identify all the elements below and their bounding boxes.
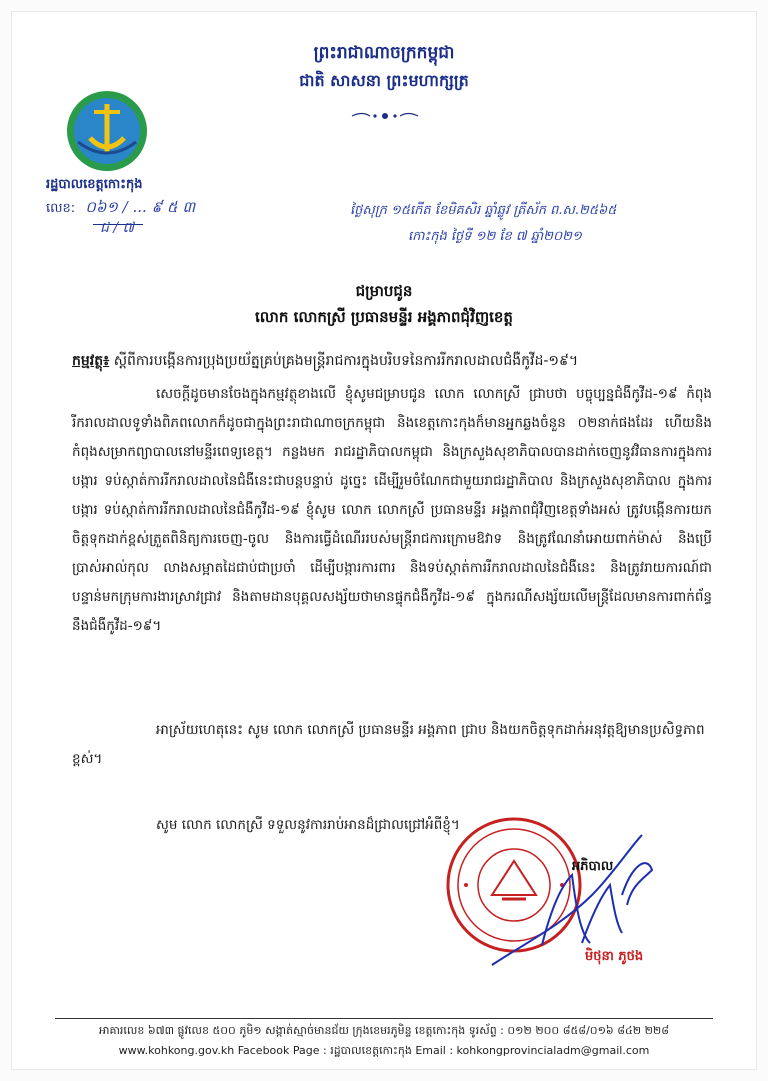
reference-label: លេខ: xyxy=(46,201,76,216)
body-paragraph-1 xyxy=(72,380,712,641)
kingdom-title: ព្រះរាជាណាចក្រកម្ពុជា xyxy=(313,43,455,63)
reference-number xyxy=(46,198,195,220)
subject-label: កម្មវត្ថុ៖ xyxy=(72,353,110,369)
divider-ornament-icon xyxy=(350,110,420,122)
issuing-office-name: រដ្ឋបាលខេត្តកោះកុង xyxy=(46,177,143,192)
reference-sub: ជ / ៧ xyxy=(100,220,134,236)
closing-line: សូម លោក លោកស្រី ទទួលនូវការរាប់អានដ៏ជ្រាលជ្រៅអំពីខ្ញុំ។ xyxy=(156,817,460,833)
footer-divider xyxy=(55,1018,713,1019)
recipient: លោក លោកស្រី ប្រធានមន្ទីរ អង្គភាពជុំវិញខេត្ត xyxy=(255,308,513,326)
signatory-title: អភិបាល xyxy=(572,859,614,874)
salutation: ជម្រាបជូន xyxy=(355,282,413,300)
footer-contact: www.kohkong.gov.kh Facebook Page : រដ្ឋបាលខេត្តកោះកុង Email : kohkongprovincialadm@gmail.com xyxy=(118,1044,650,1057)
provincial-emblem-logo-icon xyxy=(66,90,148,172)
signatory-name: មិថុនា ភូថង xyxy=(585,949,644,964)
lunar-date: ថ្ងៃសុក្រ ១៥កើត ខែមិគសិរ ឆ្នាំឆ្លូវ ត្រីស័ក ព.ស.២៥៦៥ xyxy=(350,203,617,218)
subject-text: ស្តីពីការបង្កើនការប្រុងប្រយ័ត្នគ្រប់គ្រងមន្ត្រីរាជការក្នុងបរិបទនៃការរីករាលដាលជំងឺកូវីដ-១៩។ xyxy=(113,353,579,369)
solar-date: កោះកុង ថ្ងៃទី ១២ ខែ ៧ ឆ្នាំ២០២១ xyxy=(408,229,582,244)
reference-value: ០៦១ / ... ៩ ៥ ៣ xyxy=(85,198,196,216)
body-text-1: សេចក្តីដូចមានចែងក្នុងកម្មវត្ថុខាងលើ ខ្ញុំសូមជម្រាបជូន លោក លោកស្រី ជ្រាបថា បច្ចុប្បន្នជំងឺកូវីដ-១៩ កំពុងរីករាលដាលទូទាំងពិភពលោកក៏ដូចជាក្នុងព្រះរាជាណាចក្រកម្ពុជា និងខេត្តកោះកុងក៏មានអ្នកឆ្លងចំនួន ០២នាក់ផងដែរ ហើយនិងកំពុងសម្រាកព្យាបាលនៅមន្ទីរពេទ្យខេត្ត។ កន្លងមក រាជរដ្ឋាភិបាលកម្ពុជា និងក្រសួងសុខាភិបាលបានដាក់ចេញនូវវិធានការក្នុងការបង្ការ ទប់ស្កាត់ការរីករាលដាលនៃជំងឺនេះជាបន្តបន្ទាប់ ដូច្នេះ ដើម្បីរួមចំណែកជាមួយរាជរដ្ឋាភិបាល និងក្រសួងសុខាភិបាល ក្នុងការបង្ការ ទប់ស្កាត់ការរីករាលដាលនៃជំងឺកូវីដ-១៩ ខ្ញុំសូម លោក លោកស្រី ប្រធានមន្ទីរ អង្គភាពជុំវិញខេត្តទាំងអស់ ត្រូវបង្កើនការយកចិត្តទុកដាក់ខ្ពស់ត្រួតពិនិត្យការចេញ-ចូល និងការធ្វើដំណើររបស់មន្ត្រីរាជការក្រោមឱវាទ និងត្រូវណែនាំអោយពាក់ម៉ាស់ និងប្រើប្រាស់អាល់កុល លាងសម្អាតដៃជាប់ជាប្រចាំ ដើម្បីបង្ការការពារ និងទប់ស្កាត់ការរីករាលដាលនៃជំងឺនេះ និងត្រូវរាយការណ៍ជាបន្ទាន់មកក្រុមការងារស្រាវជ្រាវ និងតាមដានបុគ្គលសង្ស័យថាមានផ្ទុកជំងឺកូវីដ-១៩ ក្នុងករណីសង្ស័យលើមន្ត្រីដែលមានការពាក់ព័ន្ធនឹងជំងឺកូវីដ-១៩។ xyxy=(72,386,712,634)
subject-line xyxy=(72,350,710,372)
footer-address: អាគារលេខ ៦៧៣ ផ្លូវលេខ ៥០០ ភូមិ១ សង្កាត់ស្មាច់មានជ័យ ក្រុងខេមរភូមិន្ទ ខេត្តកោះកុង ទូរស័ព្ទ : ០១២ ២០០ ៨៥៨/០១៦ ៨៤២ ២២៨ xyxy=(98,1024,670,1037)
body-paragraph-2 xyxy=(72,716,712,774)
body-text-2: អាស្រ័យហេតុនេះ សូម លោក លោកស្រី ប្រធានមន្ទីរ អង្គភាព ជ្រាប និងយកចិត្តទុកដាក់អនុវត្តឱ្យមានប្រសិទ្ធភាពខ្ពស់។ xyxy=(72,722,705,767)
kingdom-motto: ជាតិ សាសនា ព្រះមហាក្សត្រ xyxy=(299,71,469,90)
